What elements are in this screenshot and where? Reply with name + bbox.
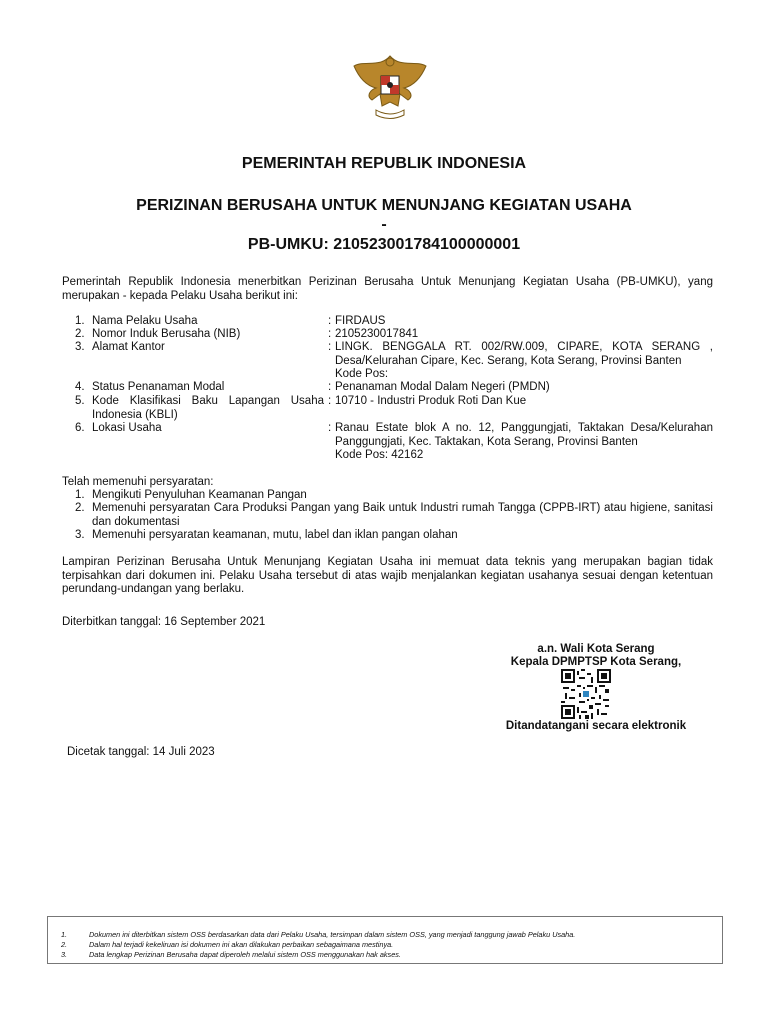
detail-value: Ranau Estate blok A no. 12, Panggungjati, Taktakan Desa/Kelurahan Panggungjati, Kec. Taktakan, Kota Serang, Provinsi Banten <box>335 422 713 448</box>
detail-value: 10710 - Industri Produk Roti Dan Kue <box>335 395 527 407</box>
requirement-number: 3. <box>75 529 85 541</box>
document-title: PERIZINAN BERUSAHA UNTUK MENUNJANG KEGIATAN USAHA <box>136 197 632 214</box>
permit-number: PB-UMKU: 210523001784100000001 <box>247 236 521 253</box>
detail-number: 2. <box>75 328 85 340</box>
detail-number: 1. <box>75 315 85 327</box>
issued-date: Diterbitkan tanggal: 16 September 2021 <box>62 616 266 628</box>
qr-code-icon <box>561 669 611 719</box>
detail-number: 5. <box>75 395 85 407</box>
detail-label: Status Penanaman Modal <box>92 381 225 393</box>
footnotes-box <box>47 916 723 964</box>
title-dash: - <box>381 216 387 233</box>
requirement-number: 2. <box>75 502 85 514</box>
footnote-text: Dokumen ini diterbitkan sistem OSS berdasarkan data dari Pelaku Usaha, tersimpan dalam sistem OSS, yang menjadi tanggung jawab Pelaku Usaha. <box>89 930 576 939</box>
signature-line-1: a.n. Wali Kota Serang <box>537 643 655 655</box>
detail-label: Nama Pelaku Usaha <box>92 315 198 327</box>
detail-number: 4. <box>75 381 85 393</box>
garuda-emblem-icon <box>350 50 430 124</box>
requirements-heading: Telah memenuhi persyaratan: <box>62 476 214 488</box>
footnote-text: Dalam hal terjadi kekeliruan isi dokumen ini akan dilakukan perbaikan sebagaimana mestinya. <box>89 940 394 949</box>
requirement-text: Mengikuti Penyuluhan Keamanan Pangan <box>92 489 307 501</box>
requirement-text: Memenuhi persyaratan Cara Produksi Pangan yang Baik untuk Industri rumah Tangga (CPPB-IRT) atau higiene, sanitasi dan dokumentasi <box>92 502 713 528</box>
attachment-paragraph: Lampiran Perizinan Berusaha Untuk Menunjang Kegiatan Usaha ini memuat data teknis yang merupakan bagian tidak terpisahkan dari dokumen ini. Pelaku Usaha tersebut di atas wajib menjalankan kegiatan usahanya sesuai dengan ketentuan perundang-undangan yang berlaku. <box>62 556 713 595</box>
org-title: PEMERINTAH REPUBLIK INDONESIA <box>241 155 527 172</box>
signature-line-2: Kepala DPMPTSP Kota Serang, <box>510 656 682 668</box>
detail-label: Nomor Induk Berusaha (NIB) <box>92 328 241 340</box>
footnote-number: 1. <box>61 930 68 939</box>
printed-date: Dicetak tanggal: 14 Juli 2023 <box>67 746 215 758</box>
detail-value: Penanaman Modal Dalam Negeri (PMDN) <box>335 381 550 393</box>
intro-paragraph: Pemerintah Republik Indonesia menerbitkan Perizinan Berusaha Untuk Menunjang Kegiatan Usaha (PB-UMKU), yang merupakan - kepada Pelaku Usaha berikut ini: <box>62 276 713 302</box>
detail-postal-code: Kode Pos: <box>335 368 389 380</box>
requirement-number: 1. <box>75 489 85 501</box>
detail-number: 6. <box>75 422 85 434</box>
detail-value: FIRDAUS <box>335 315 386 327</box>
detail-label: Alamat Kantor <box>92 341 165 353</box>
detail-label: Lokasi Usaha <box>92 422 162 434</box>
detail-value: LINGK. BENGGALA RT. 002/RW.009, CIPARE, KOTA SERANG , Desa/Kelurahan Cipare, Kec. Serang, Kota Serang, Provinsi Banten <box>335 341 713 367</box>
footnote-number: 2. <box>61 940 68 949</box>
detail-label: Kode Klasifikasi Baku Lapangan Usaha Indonesia (KBLI) <box>92 395 324 421</box>
detail-postal-code: Kode Pos: 42162 <box>335 449 424 461</box>
detail-number: 3. <box>75 341 85 353</box>
detail-value: 2105230017841 <box>335 328 419 340</box>
document-page: PEMERINTAH REPUBLIK INDONESIA PERIZINAN BERUSAHA UNTUK MENUNJANG KEGIATAN USAHA - PB-UMKU: 210523001784100000001 Pemerintah Republik Indonesia menerbitkan Perizinan Berusaha Untuk Menunjang Kegiatan Usaha (PB-UMKU), yang merupakan - kepada Pelaku Usaha berikut ini: 1. Nama Pelaku Usaha : FIRDAUS 2. Nomor Induk Berusaha (NIB) : 2105230017841 3. Alamat Kantor : LINGK. BENGGALA RT. 002/RW.009, CIPARE, KOTA SERANG , Desa/Kelurahan Cipare, Kec. Serang, Kota Serang, Provinsi Banten Kode Pos: 4. Status Penanaman Modal : Penanaman Modal Dalam Negeri (PMDN) 5. Kode Klasifikasi Baku Lapangan Usaha Indonesia (KBLI) : 10710 - Industri Produk Roti Dan Kue 6. Lokasi Usaha : Ranau Estate blok A no. 12, Panggungjati, Taktakan Desa/Kelurahan Panggungjati, Kec. Taktakan, Kota Serang, Provinsi Banten Kode Pos: 42162 Telah memenuhi persyaratan: 1. Mengikuti Penyuluhan Keamanan Pangan 2. Memenuhi persyaratan Cara Produksi Pangan yang Baik untuk Industri rumah Tangga (CPPB-IRT) atau higiene, sanitasi dan dokumentasi 3. Memenuhi persyaratan keamanan, mutu, label dan iklan pangan olahan Lampiran Perizinan Berusaha Untuk Menunjang Kegiatan Usaha ini memuat data teknis yang merupakan bagian tidak terpisahkan dari dokumen ini. Pelaku Usaha tersebut di atas wajib menjalankan kegiatan usahanya sesuai dengan ketentuan perundang-undangan yang berlaku. Diterbitkan tanggal: 16 September 2021 a.n. Wali Kota Serang Kepala DPMPTSP Kota Serang, Ditandatangani secara elektronik Dicetak tanggal: 14 Juli 2023 1. Dokumen ini diterbitkan sistem OSS berdasarkan data dari Pelaku Usaha, tersimpan dalam sistem OSS, yang menjadi tanggung jawab Pelaku Usaha. 2. Dalam hal terjadi kekeliruan isi dokumen ini akan dilakukan perbaikan sebagaimana mestinya. 3. Data lengkap Perizinan Berusaha dapat diperoleh melalui sistem OSS menggunakan hak akses. <box>0 0 768 1024</box>
requirement-text: Memenuhi persyaratan keamanan, mutu, label dan iklan pangan olahan <box>92 529 458 541</box>
footnote-number: 3. <box>61 950 68 959</box>
footnote-text: Data lengkap Perizinan Berusaha dapat diperoleh melalui sistem OSS menggunakan hak akses. <box>89 950 401 959</box>
electronic-signature-note: Ditandatangani secara elektronik <box>505 720 687 732</box>
